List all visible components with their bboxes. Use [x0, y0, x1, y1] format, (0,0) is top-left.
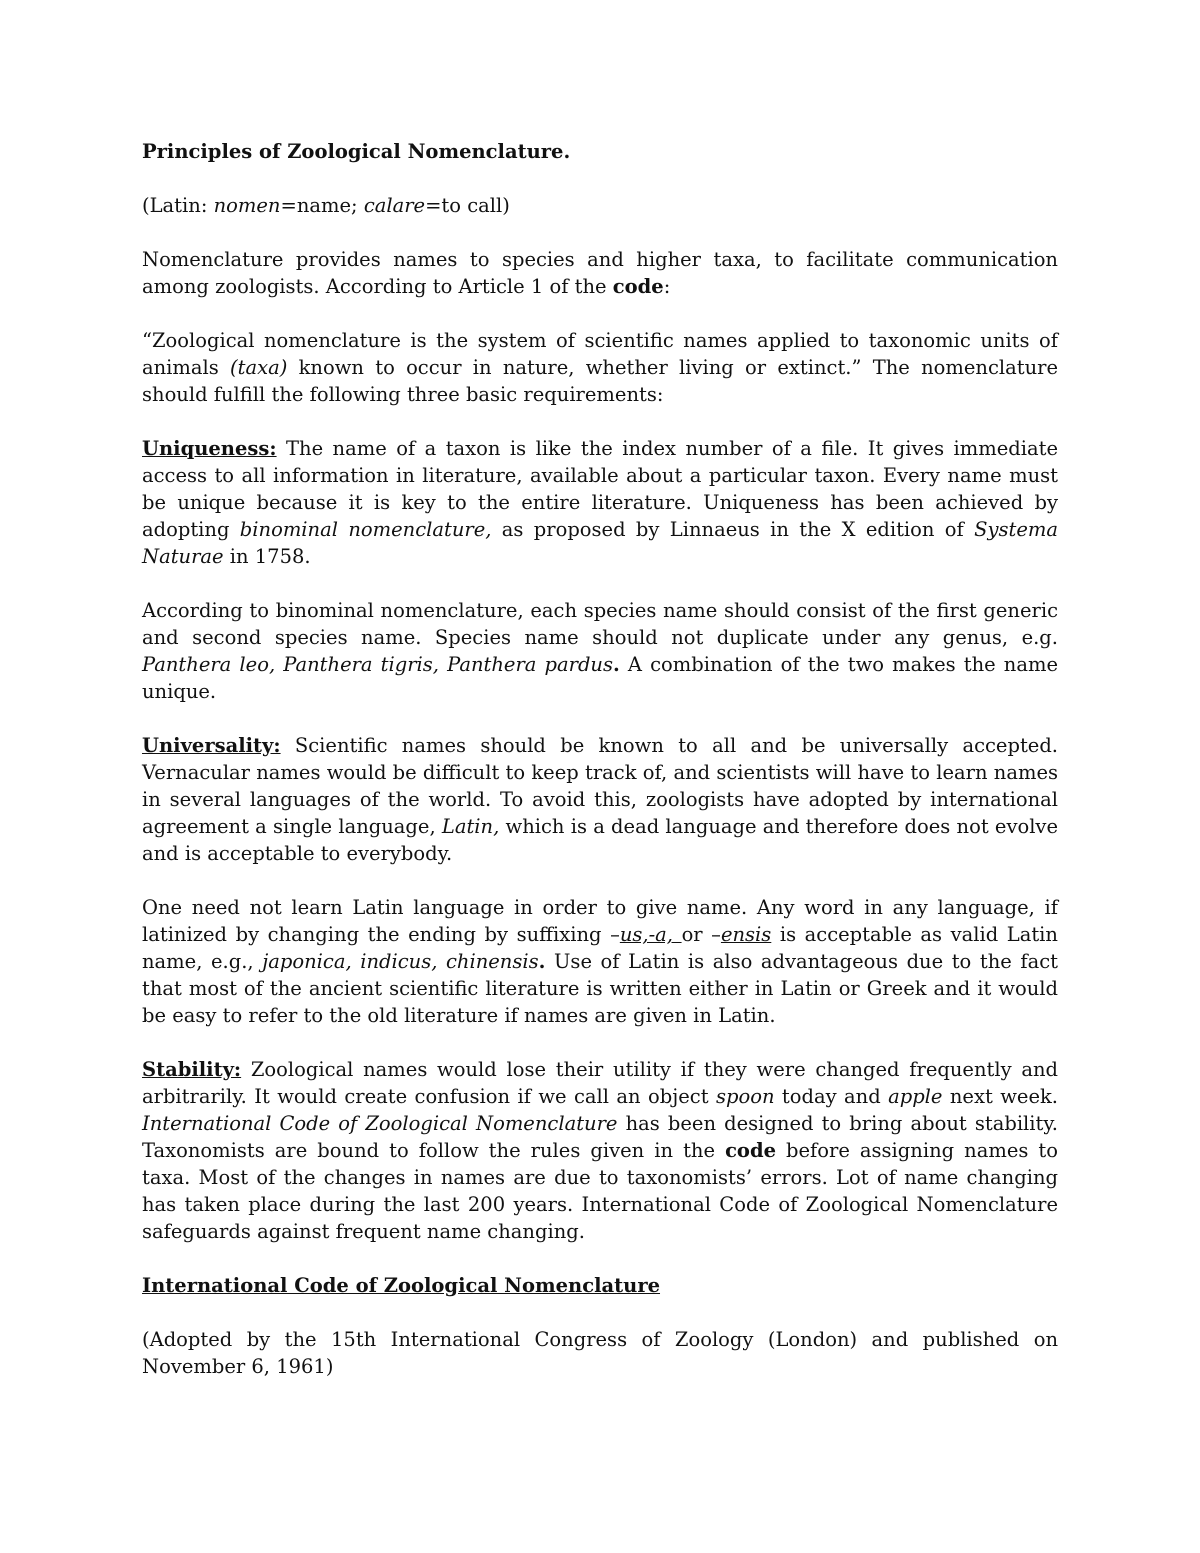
- stability-apple: apple: [888, 1085, 943, 1108]
- stability-heading: Stability:: [142, 1058, 242, 1081]
- definition-paragraph: [142, 327, 1058, 408]
- stability-code-title: International Code of Zoological Nomenclature: [142, 1112, 618, 1135]
- etymology-close: =to call): [425, 194, 510, 217]
- definition-taxa: (taxa): [230, 356, 288, 379]
- latinize-suffix-ensis: ensis: [720, 923, 772, 946]
- etymology-term-calare: calare: [363, 194, 426, 217]
- stability-part5: before assigning names to taxa. Most of the changes in names are due to taxonomists’ errors. Lot of name changing has taken place during the last 200 years. International Code of Zoological Nomenclature safeguards against frequent name changing.: [142, 1139, 1058, 1243]
- latinize-period: .: [538, 950, 546, 973]
- stability-code-word: code: [725, 1139, 776, 1162]
- definition-part1: “Zoological nomenclature is the system of scientific names applied to taxonomic units of animals: [142, 329, 1058, 379]
- binominal-part1: According to binominal nomenclature, each species name should consist of the first generic and second species name. Species name should not duplicate under any genus, e.g.: [142, 599, 1058, 649]
- stability-paragraph: [142, 1056, 1058, 1245]
- universality-heading: Universality:: [142, 734, 281, 757]
- iczn-heading: International Code of Zoological Nomenclature: [142, 1274, 661, 1297]
- intro-code-word: code: [612, 275, 664, 298]
- universality-paragraph: [142, 732, 1058, 867]
- stability-spoon: spoon: [715, 1085, 775, 1108]
- stability-part4: has been designed to bring about stability. Taxonomists are bound to follow the rules given in the: [142, 1112, 1058, 1162]
- intro-paragraph: [142, 246, 1058, 300]
- intro-end: :: [663, 275, 671, 298]
- uniqueness-part2: as proposed by Linnaeus in the X edition of: [491, 518, 975, 541]
- stability-part2: today and: [774, 1085, 889, 1108]
- etymology-term-nomen: nomen: [213, 194, 281, 217]
- etymology-open: (Latin:: [142, 194, 214, 217]
- universality-part1: Scientific names should be known to all and be universally accepted. Vernacular names would be difficult to keep track of, and scientists will have to learn names in several languages of the world. To avoid this, zoologists have adopted by international agreement a single language,: [142, 734, 1058, 838]
- etymology-mid: =name;: [280, 194, 364, 217]
- binominal-examples: Panthera leo, Panthera tigris, Panthera pardus: [142, 653, 614, 676]
- latinize-part2: or –: [681, 923, 721, 946]
- uniqueness-part3: in 1758.: [223, 545, 311, 568]
- uniqueness-part1: The name of a taxon is like the index number of a file. It gives immediate access to all information in literature, available about a particular taxon. Every name must be unique because it is key to the entire literature. Uniqueness has been achieved by adopting: [142, 437, 1058, 541]
- intro-text: Nomenclature provides names to species and higher taxa, to facilitate communication among zoologists. According to Article 1 of the: [142, 248, 1058, 298]
- stability-part3: next week.: [942, 1085, 1058, 1108]
- binominal-paragraph: [142, 597, 1058, 705]
- document-page: [142, 138, 1058, 1407]
- uniqueness-term: binominal nomenclature,: [239, 518, 492, 541]
- universality-part2: which is a dead language and therefore does not evolve and is acceptable to everybody.: [142, 815, 1058, 865]
- latinize-suffix-us-a: us,-a,: [619, 923, 682, 946]
- binominal-period: .: [613, 653, 620, 676]
- uniqueness-work: Systema Naturae: [142, 518, 1058, 568]
- uniqueness-heading: Uniqueness:: [142, 437, 277, 460]
- latinize-part1: One need not learn Latin language in order to give name. Any word in any language, if latinized by changing the ending by suffixing –: [142, 896, 1058, 946]
- latinize-part4: Use of Latin is also advantageous due to the fact that most of the ancient scientific literature is written either in Latin or Greek and it would be easy to refer to the old literature if names are given in Latin.: [142, 950, 1058, 1027]
- universality-latin: Latin,: [441, 815, 500, 838]
- uniqueness-paragraph: [142, 435, 1058, 570]
- etymology-line: [142, 192, 1058, 219]
- stability-part1: Zoological names would lose their utility if they were changed frequently and arbitrarily. It would create confusion if we call an object: [142, 1058, 1058, 1108]
- latinize-part3: is acceptable as valid Latin name, e.g.,: [142, 923, 1058, 973]
- latinize-paragraph: [142, 894, 1058, 1029]
- definition-part2: known to occur in nature, whether living or extinct.” The nomenclature should fulfill the following three basic requirements:: [142, 356, 1059, 406]
- latinize-examples: japonica, indicus, chinensis: [262, 950, 539, 973]
- binominal-part2: A combination of the two makes the name unique.: [142, 653, 1058, 703]
- page-title: Principles of Zoological Nomenclature.: [142, 140, 571, 163]
- iczn-adopted-paragraph: (Adopted by the 15th International Congress of Zoology (London) and published on November 6, 1961): [142, 1328, 1058, 1378]
